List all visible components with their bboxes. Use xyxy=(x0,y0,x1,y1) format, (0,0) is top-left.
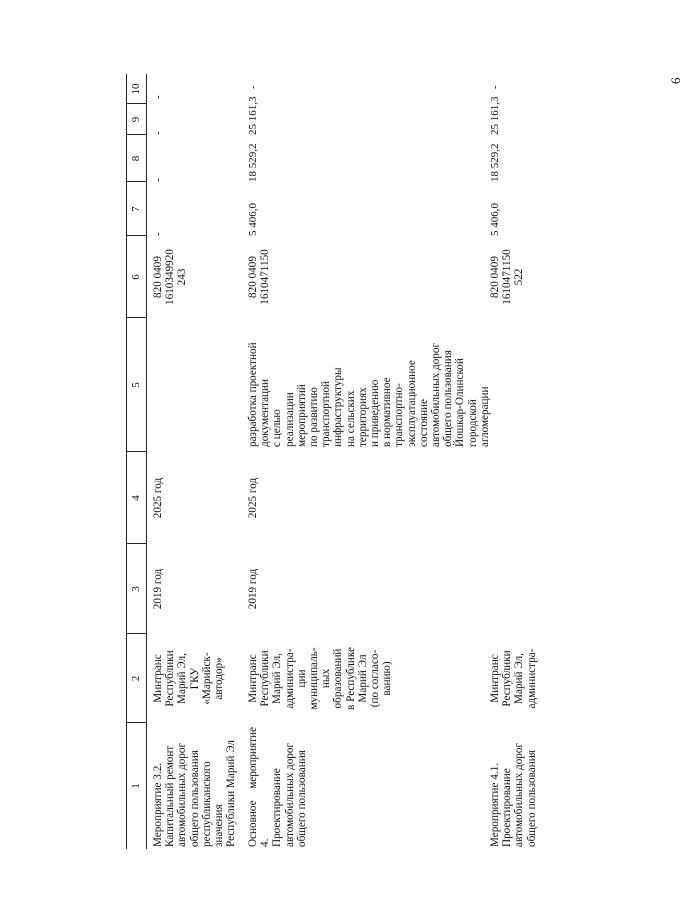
row2-col5-description: разработка проектной документации с целью реализации мероприятий по развитию транспортной инфраструктуры на сельских территориях и приведению в нормативное транспортно- эксплуатационное состояние автомобильных дорог общего пользования Йошкар-Олинской городской агломерации xyxy=(247,342,491,447)
column-header-2: 2 xyxy=(130,675,142,682)
column-header-3: 3 xyxy=(130,586,142,592)
row1-col10-value: - xyxy=(152,95,164,99)
table-top-border xyxy=(126,74,127,849)
row2-col8-value: 18 529,2 xyxy=(247,143,259,182)
row2-col2-executor: Минтранс Республики Марий Эл, администра- ции муниципаль- ных образований в Республике Марий Эл (по согласо- ванию) xyxy=(247,647,394,710)
row3-col2-executor: Минтранс Республики Марий Эл, администра- xyxy=(489,648,538,709)
row2-col7-value: 5 406,0 xyxy=(247,203,259,236)
row2-col3-start: 2019 год xyxy=(247,568,259,610)
header-bottom-border xyxy=(146,74,147,849)
column-header-8: 8 xyxy=(130,155,142,162)
row2-col4-end: 2025 год xyxy=(247,477,259,519)
row1-col9-value: - xyxy=(152,131,164,135)
column-header-10: 10 xyxy=(130,83,142,95)
rotated-table xyxy=(126,74,546,849)
row2-col1-measure: Основное мероприятие 4. Проектирование автомобильных дорог общего пользования xyxy=(247,727,308,847)
column-header-1: 1 xyxy=(130,783,142,789)
row2-col9-value: 25 161,3 xyxy=(247,96,259,135)
row1-col7-value: - xyxy=(152,232,164,236)
row1-col3-start: 2019 год xyxy=(152,568,164,610)
page-number: 6 xyxy=(668,77,683,84)
row3-col8-value: 18 529,2 xyxy=(489,143,501,182)
column-header-4: 4 xyxy=(130,495,142,501)
row3-col10-value: - xyxy=(489,85,501,89)
row1-col8-value: - xyxy=(152,178,164,182)
row3-col7-value: 5 406,0 xyxy=(489,203,501,236)
row1-col6-code: 820 0409 1610349920 243 xyxy=(152,249,189,305)
row3-col9-value: 25 161,3 xyxy=(489,96,501,135)
row2-col6-code: 820 0409 1610471150 xyxy=(247,249,272,305)
row1-col2-executor: Минтранс Республики Марий Эл, ГКУ «Марийск- автодор» xyxy=(152,650,226,707)
row3-col6-code: 820 0409 1610471150 522 xyxy=(489,249,526,305)
column-header-6: 6 xyxy=(130,274,142,280)
row3-col1-measure: Мероприятие 4.1. Проектирование автомобильных дорог общего пользования xyxy=(489,742,538,847)
row2-col10-value: - xyxy=(247,85,259,89)
column-header-9: 9 xyxy=(130,116,142,123)
column-header-5: 5 xyxy=(130,382,142,388)
column-header-7: 7 xyxy=(130,206,142,212)
row1-col4-end: 2025 год xyxy=(152,477,164,519)
row1-col1-measure: Мероприятие 3.2. Капитальный ремонт автомобильных дорог общего пользования республиканского значения Республики Марий Эл xyxy=(152,739,238,847)
